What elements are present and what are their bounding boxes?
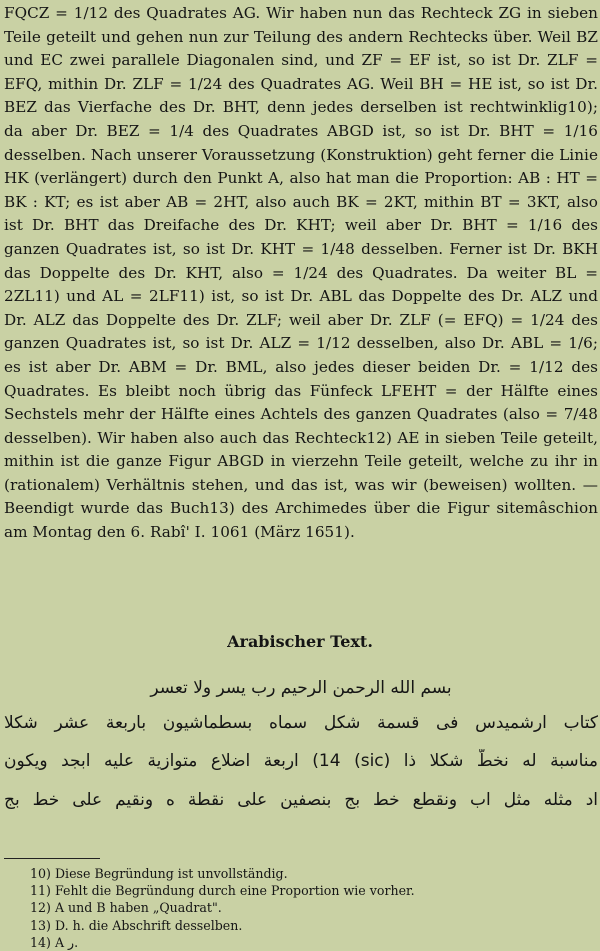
arabic-line-3: اد مثله مثل اب ونقطع خط بج بنصفين على نقطة ه ونقيم على خط بج [4, 790, 598, 810]
arabic-line-2: مناسبة له نخطّ شكلا ذا (sic) 14) اربعة اضلاع متوازية عليه ابجد ويكون [4, 751, 598, 771]
footnote-11: 11) Fehlt die Begründung durch eine Proportion wie vorher. [30, 883, 415, 899]
arabic-line-1: كتاب ارشميدس فى قسمة شكل سماه بسطماشيون باربعة عشر شكلا [4, 713, 598, 733]
main-paragraph: FQCZ = 1/12 des Quadrates AG. Wir haben nun das Rechteck ZG in sieben Teile geteilt und gehen nun zur Teilung des andern Rechtecks über. Weil BZ und EC zwei parallele Diagonalen sind, und ZF = EF ist, so ist Dr. ZLF = EFQ, mithin Dr. ZLF = 1/24 des Quadrates AG. Weil BH = HE ist, so ist Dr. BEZ das Vierfache des Dr. BHT, denn jedes derselben ist rechtwinklig10); da aber Dr. BEZ = 1/4 des Quadrates ABGD ist, so ist Dr. BHT = 1/16 desselben. Nach unserer Voraussetzung (Konstruktion) geht ferner die Linie HK (verlängert) durch den Punkt A, also hat man die Proportion: AB : HT = BK : KT; es ist aber AB = 2HT, also auch BK = 2KT, mithin BT = 3KT, also ist Dr. BHT das Dreifache des Dr. KHT; weil aber Dr. BHT = 1/16 des ganzen Quadrates ist, so ist Dr. KHT = 1/48 desselben. Ferner ist Dr. BKH das Doppelte des Dr. KHT, also = 1/24 des Quadrates. Da weiter BL = 2ZL11) und AL = 2LF11) ist, so ist Dr. ABL das Doppelte des Dr. ALZ und Dr. ALZ das Doppelte des Dr. ZLF; weil aber Dr. ZLF (= EFQ) = 1/24 des ganzen Quadrates ist, so ist Dr. ALZ = 1/12 desselben, also Dr. ABL = 1/6; es ist aber Dr. ABM = Dr. BML, also jedes dieser beiden Dr. = 1/12 des Quadrates. Es bleibt noch übrig das Fünfeck LFEHT = der Hälfte eines Sechstels mehr der Hälfte eines Achtels des ganzen Quadrates (also = 7/48 desselben). Wir haben also auch das Rechteck12) AE in sieben Teile geteilt, mithin ist die ganze Figur ABGD in vierzehn Teile geteilt, welche zu ihr in (rationalem) Verhältnis stehen, und das ist, was wir (beweisen) wollten. — Beendigt wurde das Buch13) des Archimedes über die Figur sitemâschion am Montag den 6. Rabî' I. 1061 (März 1651). [4, 4, 598, 542]
footnotes [30, 865, 590, 951]
footnote-divider [4, 858, 100, 859]
section-heading: Arabischer Text. [227, 632, 373, 651]
main-text-block [4, 2, 598, 545]
arabic-basmala: بسم الله الرحمن الرحيم رب يسر ولا تعسر [150, 678, 452, 698]
footnote-12: 12) A und B haben „Quadrat". [30, 900, 222, 916]
footnote-10: 10) Diese Begründung ist unvollständig. [30, 866, 288, 881]
footnote-14: 14) A ر. [30, 934, 79, 950]
footnote-13: 13) D. h. die Abschrift desselben. [30, 917, 243, 933]
